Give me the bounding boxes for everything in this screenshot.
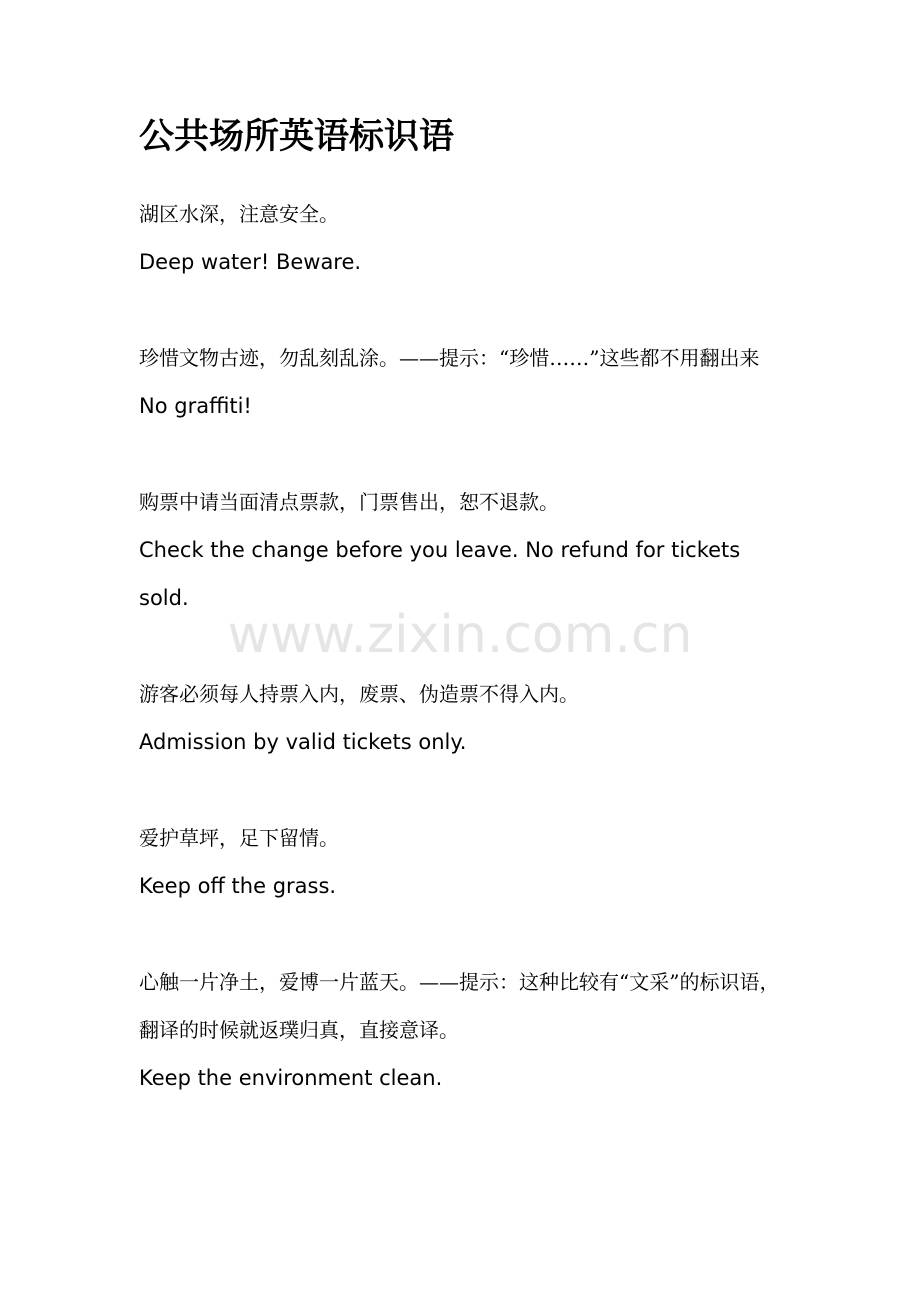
english-translation: Deep water! Beware. <box>139 250 362 274</box>
sign-entry-4 <box>139 670 789 766</box>
english-translation: Check the change before you leave. No refund for tickets sold. <box>139 538 741 610</box>
sign-entry-3 <box>139 478 789 622</box>
watermark-text: www.zixin.com.cn <box>227 605 693 665</box>
chinese-sign-text: 爱护草坪，足下留情。 <box>139 826 339 850</box>
english-translation: Admission by valid tickets only. <box>139 730 467 754</box>
chinese-sign-text: 购票中请当面清点票款，门票售出，恕不退款。 <box>139 490 559 514</box>
chinese-sign-text: 湖区水深，注意安全。 <box>139 202 339 226</box>
english-translation: No graffiti! <box>139 394 252 418</box>
chinese-sign-text: 游客必须每人持票入内，废票、伪造票不得入内。 <box>139 682 579 706</box>
chinese-sign-text: 珍惜文物古迹，勿乱刻乱涂。——提示：“珍惜……”这些都不用翻出来 <box>139 346 760 370</box>
sign-entry-2 <box>139 334 789 430</box>
sign-entry-5 <box>139 814 789 910</box>
document-title: 公共场所英语标识语 <box>139 116 455 157</box>
sign-entry-1 <box>139 190 789 286</box>
english-translation: Keep the environment clean. <box>139 1066 443 1090</box>
sign-entry-6 <box>139 958 789 1102</box>
chinese-sign-text: 心触一片净土，爱博一片蓝天。——提示：这种比较有“文采”的标识语，翻译的时候就返璞归真，直接意译。 <box>139 970 780 1042</box>
document-body <box>139 190 789 1150</box>
english-translation: Keep off the grass. <box>139 874 337 898</box>
